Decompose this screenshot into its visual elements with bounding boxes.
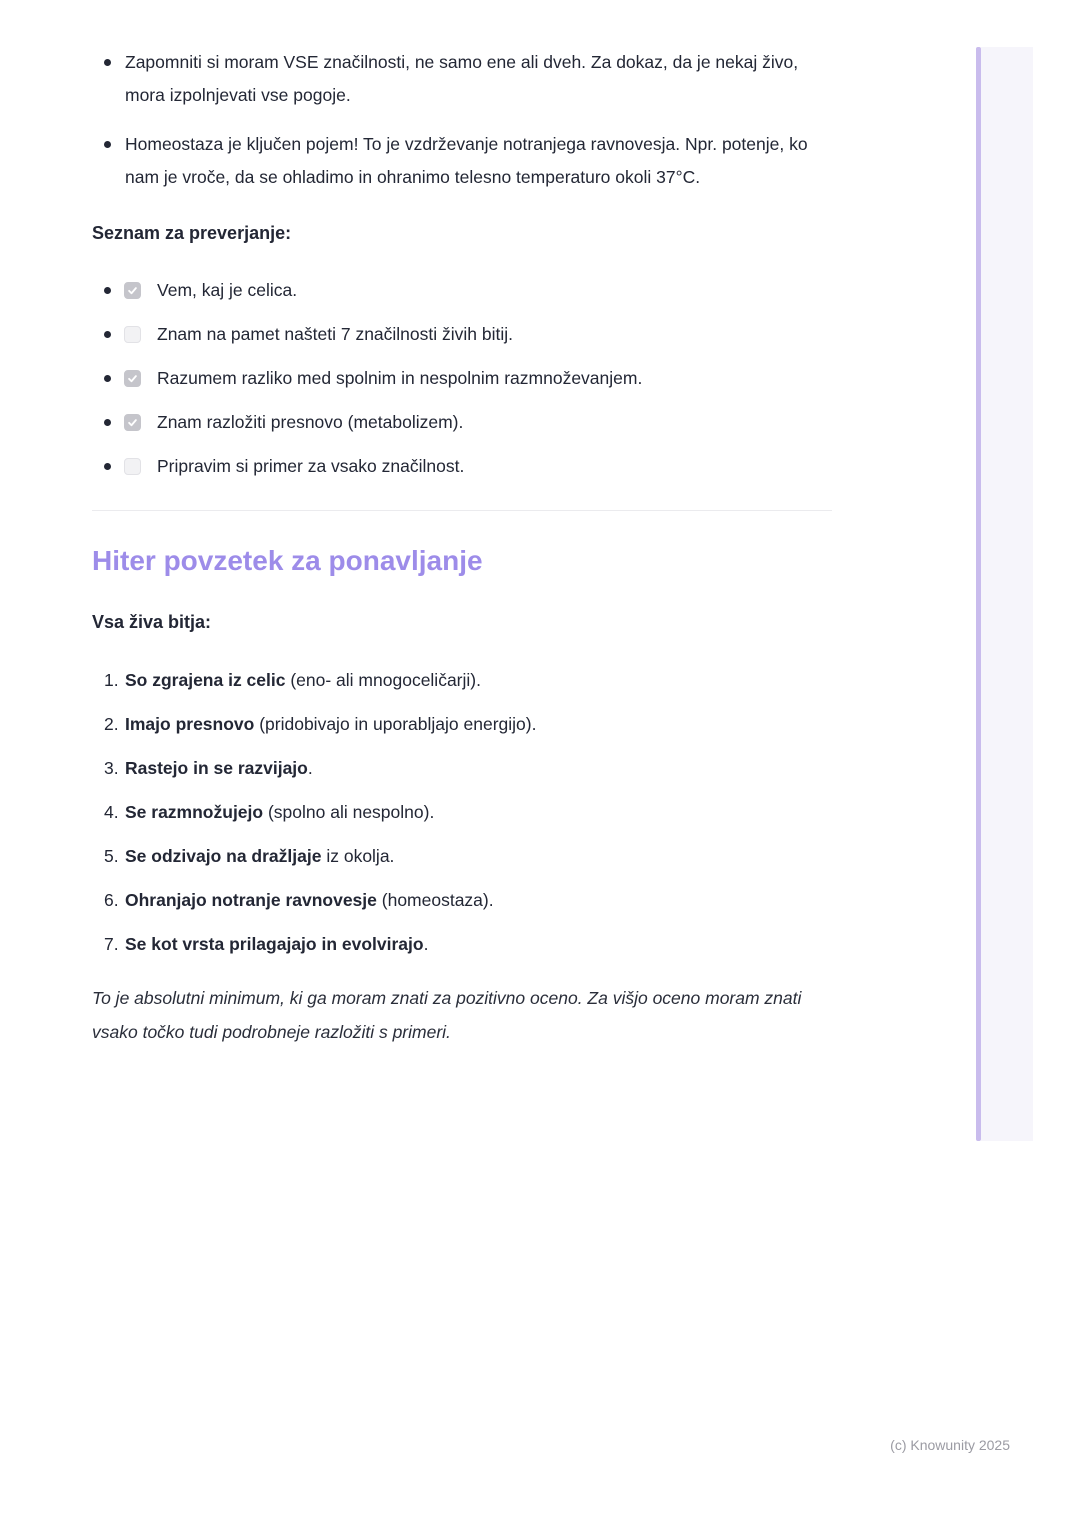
item-bold-text: Ohranjajo notranje ravnovesje <box>125 890 377 910</box>
item-rest-text: (homeostaza). <box>376 890 494 910</box>
numbered-item-text <box>125 756 832 780</box>
checklist-item-label: Znam razložiti presnovo (metabolizem). <box>157 412 464 432</box>
intro-bullet-text: Homeostaza je ključen pojem! To je vzdrževanje notranjega ravnovesja. Npr. potenje, ko nam je vroče, da se ohladimo in ohranimo telesno temperaturo okoli 37°C. <box>125 134 808 187</box>
numbered-item <box>92 668 832 692</box>
item-number: 5. <box>104 846 119 866</box>
item-bold-text: Se razmnožujejo <box>125 802 264 822</box>
checkmark-icon <box>127 285 138 296</box>
bullet-dot-icon <box>104 463 111 470</box>
checkbox[interactable] <box>124 458 141 475</box>
bullet-dot-icon <box>104 419 111 426</box>
bullet-dot-icon <box>104 331 111 338</box>
numbered-item <box>92 844 832 868</box>
numbered-item-text <box>125 800 832 824</box>
numbered-item-text <box>125 888 832 912</box>
checkbox[interactable] <box>124 326 141 343</box>
numbered-item <box>92 800 832 824</box>
checkmark-icon <box>127 417 138 428</box>
checklist-item-label: Vem, kaj je celica. <box>157 280 298 300</box>
item-rest-text: iz okolja. <box>321 846 395 866</box>
bullet-dot-icon <box>104 141 111 148</box>
item-number: 6. <box>104 890 119 910</box>
copyright-text: (c) Knowunity 2025 <box>890 1437 1010 1453</box>
checkmark-icon <box>127 373 138 384</box>
item-rest-text: . <box>423 934 429 954</box>
checklist-item-label: Razumem razliko med spolnim in nespolnim razmnoževanjem. <box>157 368 643 388</box>
item-rest-text: . <box>307 758 313 778</box>
bullet-dot-icon <box>104 375 111 382</box>
item-bold-text: Rastejo in se razvijajo <box>125 758 308 778</box>
bullet-dot-icon <box>104 287 111 294</box>
checklist-item <box>92 366 832 390</box>
exam-note: To je absolutni minimum, ki ga moram znati za pozitivno oceno. Za višjo oceno moram znati vsako točko tudi podrobneje razložiti s primeri. <box>92 988 802 1042</box>
intro-bullet-item <box>92 128 832 194</box>
numbered-item-text <box>125 844 832 868</box>
numbered-item <box>92 712 832 736</box>
item-bold-text: Imajo presnovo <box>125 714 255 734</box>
checklist-item <box>92 410 832 434</box>
checklist-item <box>92 278 832 302</box>
numbered-item-text <box>125 712 832 736</box>
checklist <box>92 278 832 478</box>
summary-heading: Hiter povzetek za ponavljanje <box>92 545 483 576</box>
intro-bullet-text: Zapomniti si moram VSE značilnosti, ne samo ene ali dveh. Za dokaz, da je nekaj živo, mora izpolnjevati vse pogoje. <box>125 52 799 105</box>
item-number: 1. <box>104 670 119 690</box>
numbered-item <box>92 756 832 780</box>
intro-bullet-list <box>92 46 832 194</box>
summary-intro: Vsa živa bitja: <box>92 612 212 632</box>
checkbox[interactable] <box>124 370 141 387</box>
bullet-dot-icon <box>104 59 111 66</box>
checklist-item <box>92 322 832 346</box>
document-content <box>92 0 832 1049</box>
item-rest-text: (pridobivajo in uporabljajo energijo). <box>254 714 537 734</box>
item-number: 7. <box>104 934 119 954</box>
intro-bullet-item <box>92 46 832 112</box>
checklist-item <box>92 454 832 478</box>
checklist-item-label: Pripravim si primer za vsako značilnost. <box>157 456 465 476</box>
checkbox[interactable] <box>124 414 141 431</box>
item-bold-text: So zgrajena iz celic <box>125 670 286 690</box>
summary-numbered-list <box>92 668 832 956</box>
checkbox[interactable] <box>124 282 141 299</box>
side-panel <box>981 47 1033 1141</box>
numbered-item <box>92 888 832 912</box>
item-rest-text: (eno- ali mnogoceličarji). <box>285 670 481 690</box>
item-number: 4. <box>104 802 119 822</box>
checklist-title: Seznam za preverjanje: <box>92 223 292 243</box>
side-accent-line <box>976 47 981 1141</box>
item-rest-text: (spolno ali nespolno). <box>263 802 435 822</box>
numbered-item-text <box>125 932 832 956</box>
item-bold-text: Se odzivajo na dražljaje <box>125 846 322 866</box>
item-bold-text: Se kot vrsta prilagajajo in evolvirajo <box>125 934 424 954</box>
section-divider <box>92 510 832 511</box>
item-number: 3. <box>104 758 119 778</box>
item-number: 2. <box>104 714 119 734</box>
checklist-item-label: Znam na pamet našteti 7 značilnosti živih bitij. <box>157 324 513 344</box>
numbered-item <box>92 932 832 956</box>
numbered-item-text <box>125 668 832 692</box>
